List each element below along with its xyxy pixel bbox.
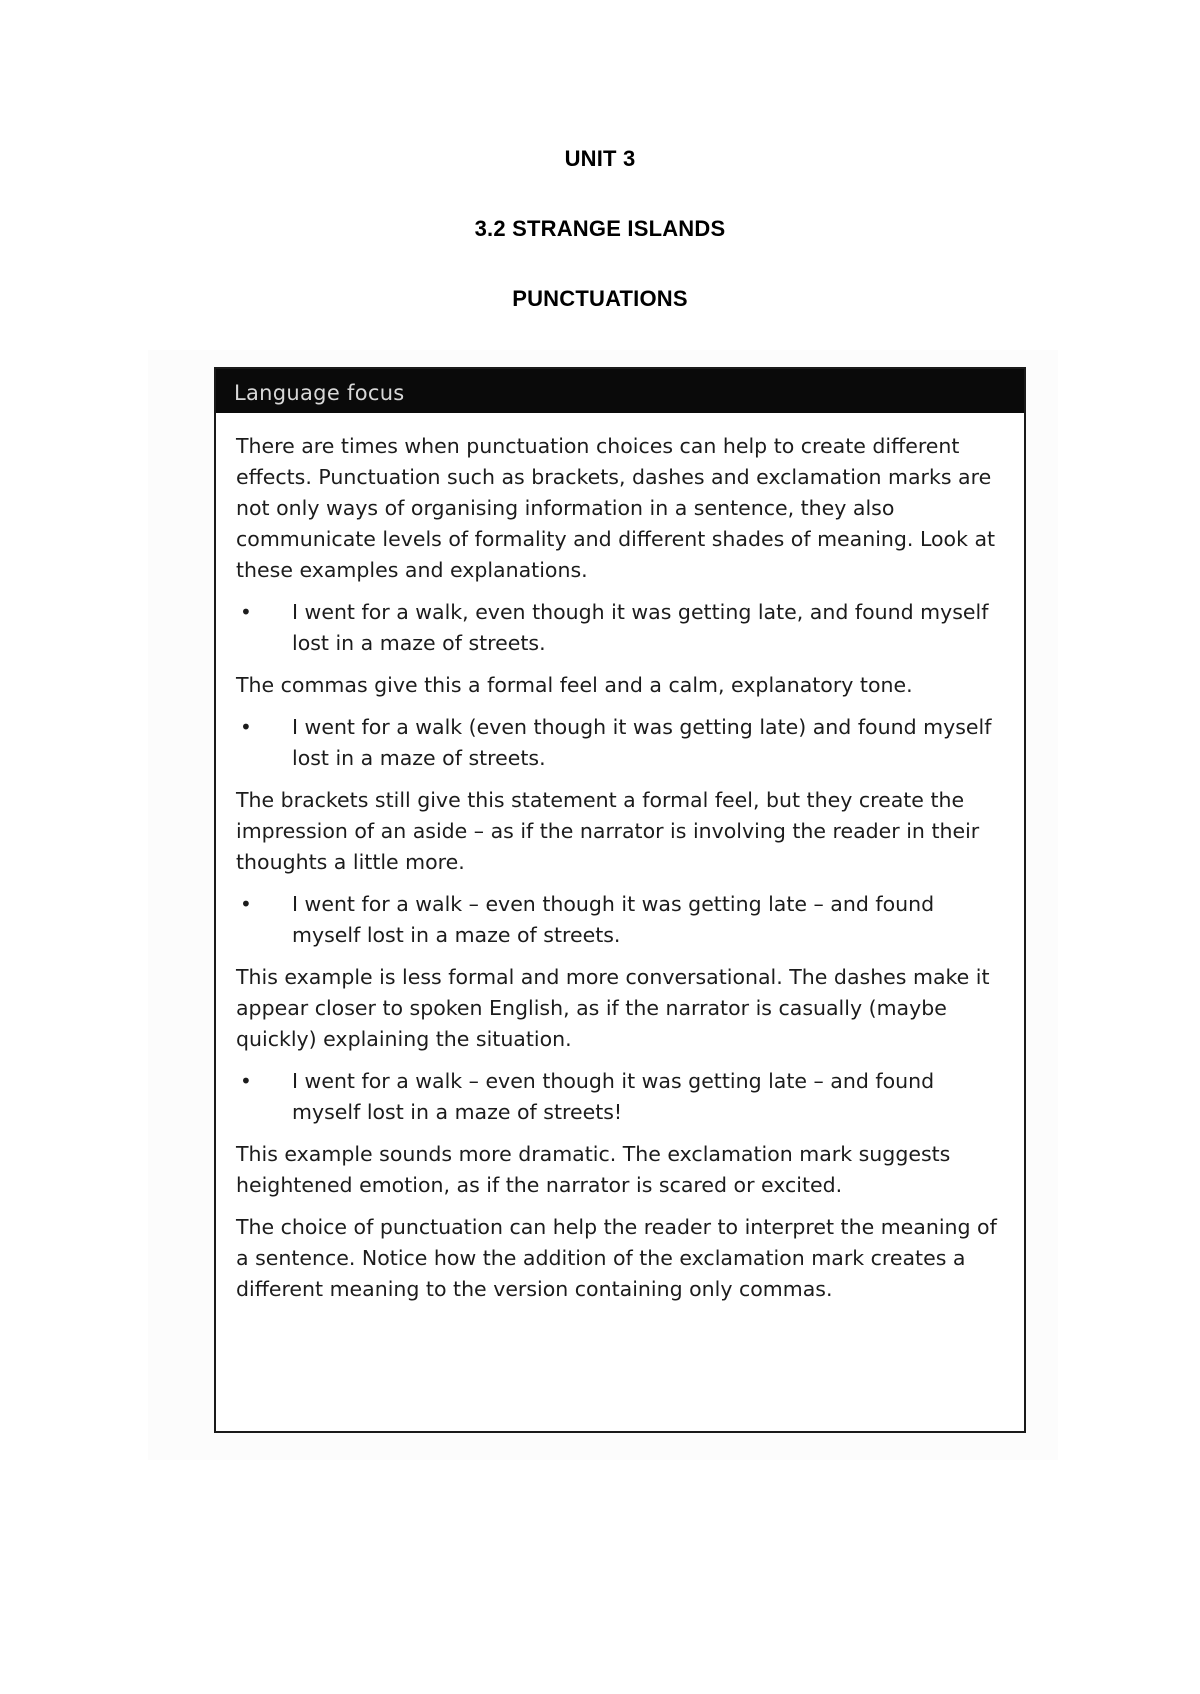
example-explanation: The brackets still give this statement a formal feel, but they create the impression of an aside – as if the narrator is involving the reader in their thoughts a little more. (236, 788, 980, 874)
language-focus-body (216, 413, 1024, 1305)
example-bullet (236, 712, 1008, 774)
section-heading: 3.2 STRANGE ISLANDS (474, 216, 726, 241)
unit-heading: UNIT 3 (564, 146, 636, 171)
example-sentence: I went for a walk, even though it was getting late, and found myself lost in a maze of streets. (292, 600, 989, 655)
bullet-icon: • (240, 1069, 252, 1093)
example-explanation: The commas give this a formal feel and a calm, explanatory tone. (236, 673, 913, 697)
example-sentence: I went for a walk – even though it was getting late – and found myself lost in a maze of streets! (292, 1069, 935, 1124)
example-explanation: This example sounds more dramatic. The exclamation mark suggests heightened emotion, as if the narrator is scared or excited. (236, 1142, 951, 1197)
example-bullet (236, 1066, 1008, 1128)
intro-paragraph: There are times when punctuation choices can help to create different effects. Punctuation such as brackets, dashes and exclamation marks are not only ways of organising information in a sentence, they also communicate levels of formality and different shades of meaning. Look at these examples and explanations. (236, 434, 996, 582)
example-sentence: I went for a walk – even though it was getting late – and found myself lost in a maze of streets. (292, 892, 935, 947)
example-sentence: I went for a walk (even though it was getting late) and found myself lost in a maze of streets. (292, 715, 992, 770)
example-bullet (236, 889, 1008, 951)
topic-heading: PUNCTUATIONS (512, 286, 688, 311)
language-focus-header: Language focus (216, 369, 1024, 413)
example-bullet (236, 597, 1008, 659)
conclusion-paragraph: The choice of punctuation can help the reader to interpret the meaning of a sentence. Notice how the addition of the exclamation mark creates a different meaning to the version containing only commas. (236, 1215, 997, 1301)
bullet-icon: • (240, 892, 252, 916)
bullet-icon: • (240, 715, 252, 739)
bullet-icon: • (240, 600, 252, 624)
language-focus-box (214, 367, 1026, 1433)
example-explanation: This example is less formal and more conversational. The dashes make it appear closer to spoken English, as if the narrator is casually (maybe quickly) explaining the situation. (236, 965, 990, 1051)
